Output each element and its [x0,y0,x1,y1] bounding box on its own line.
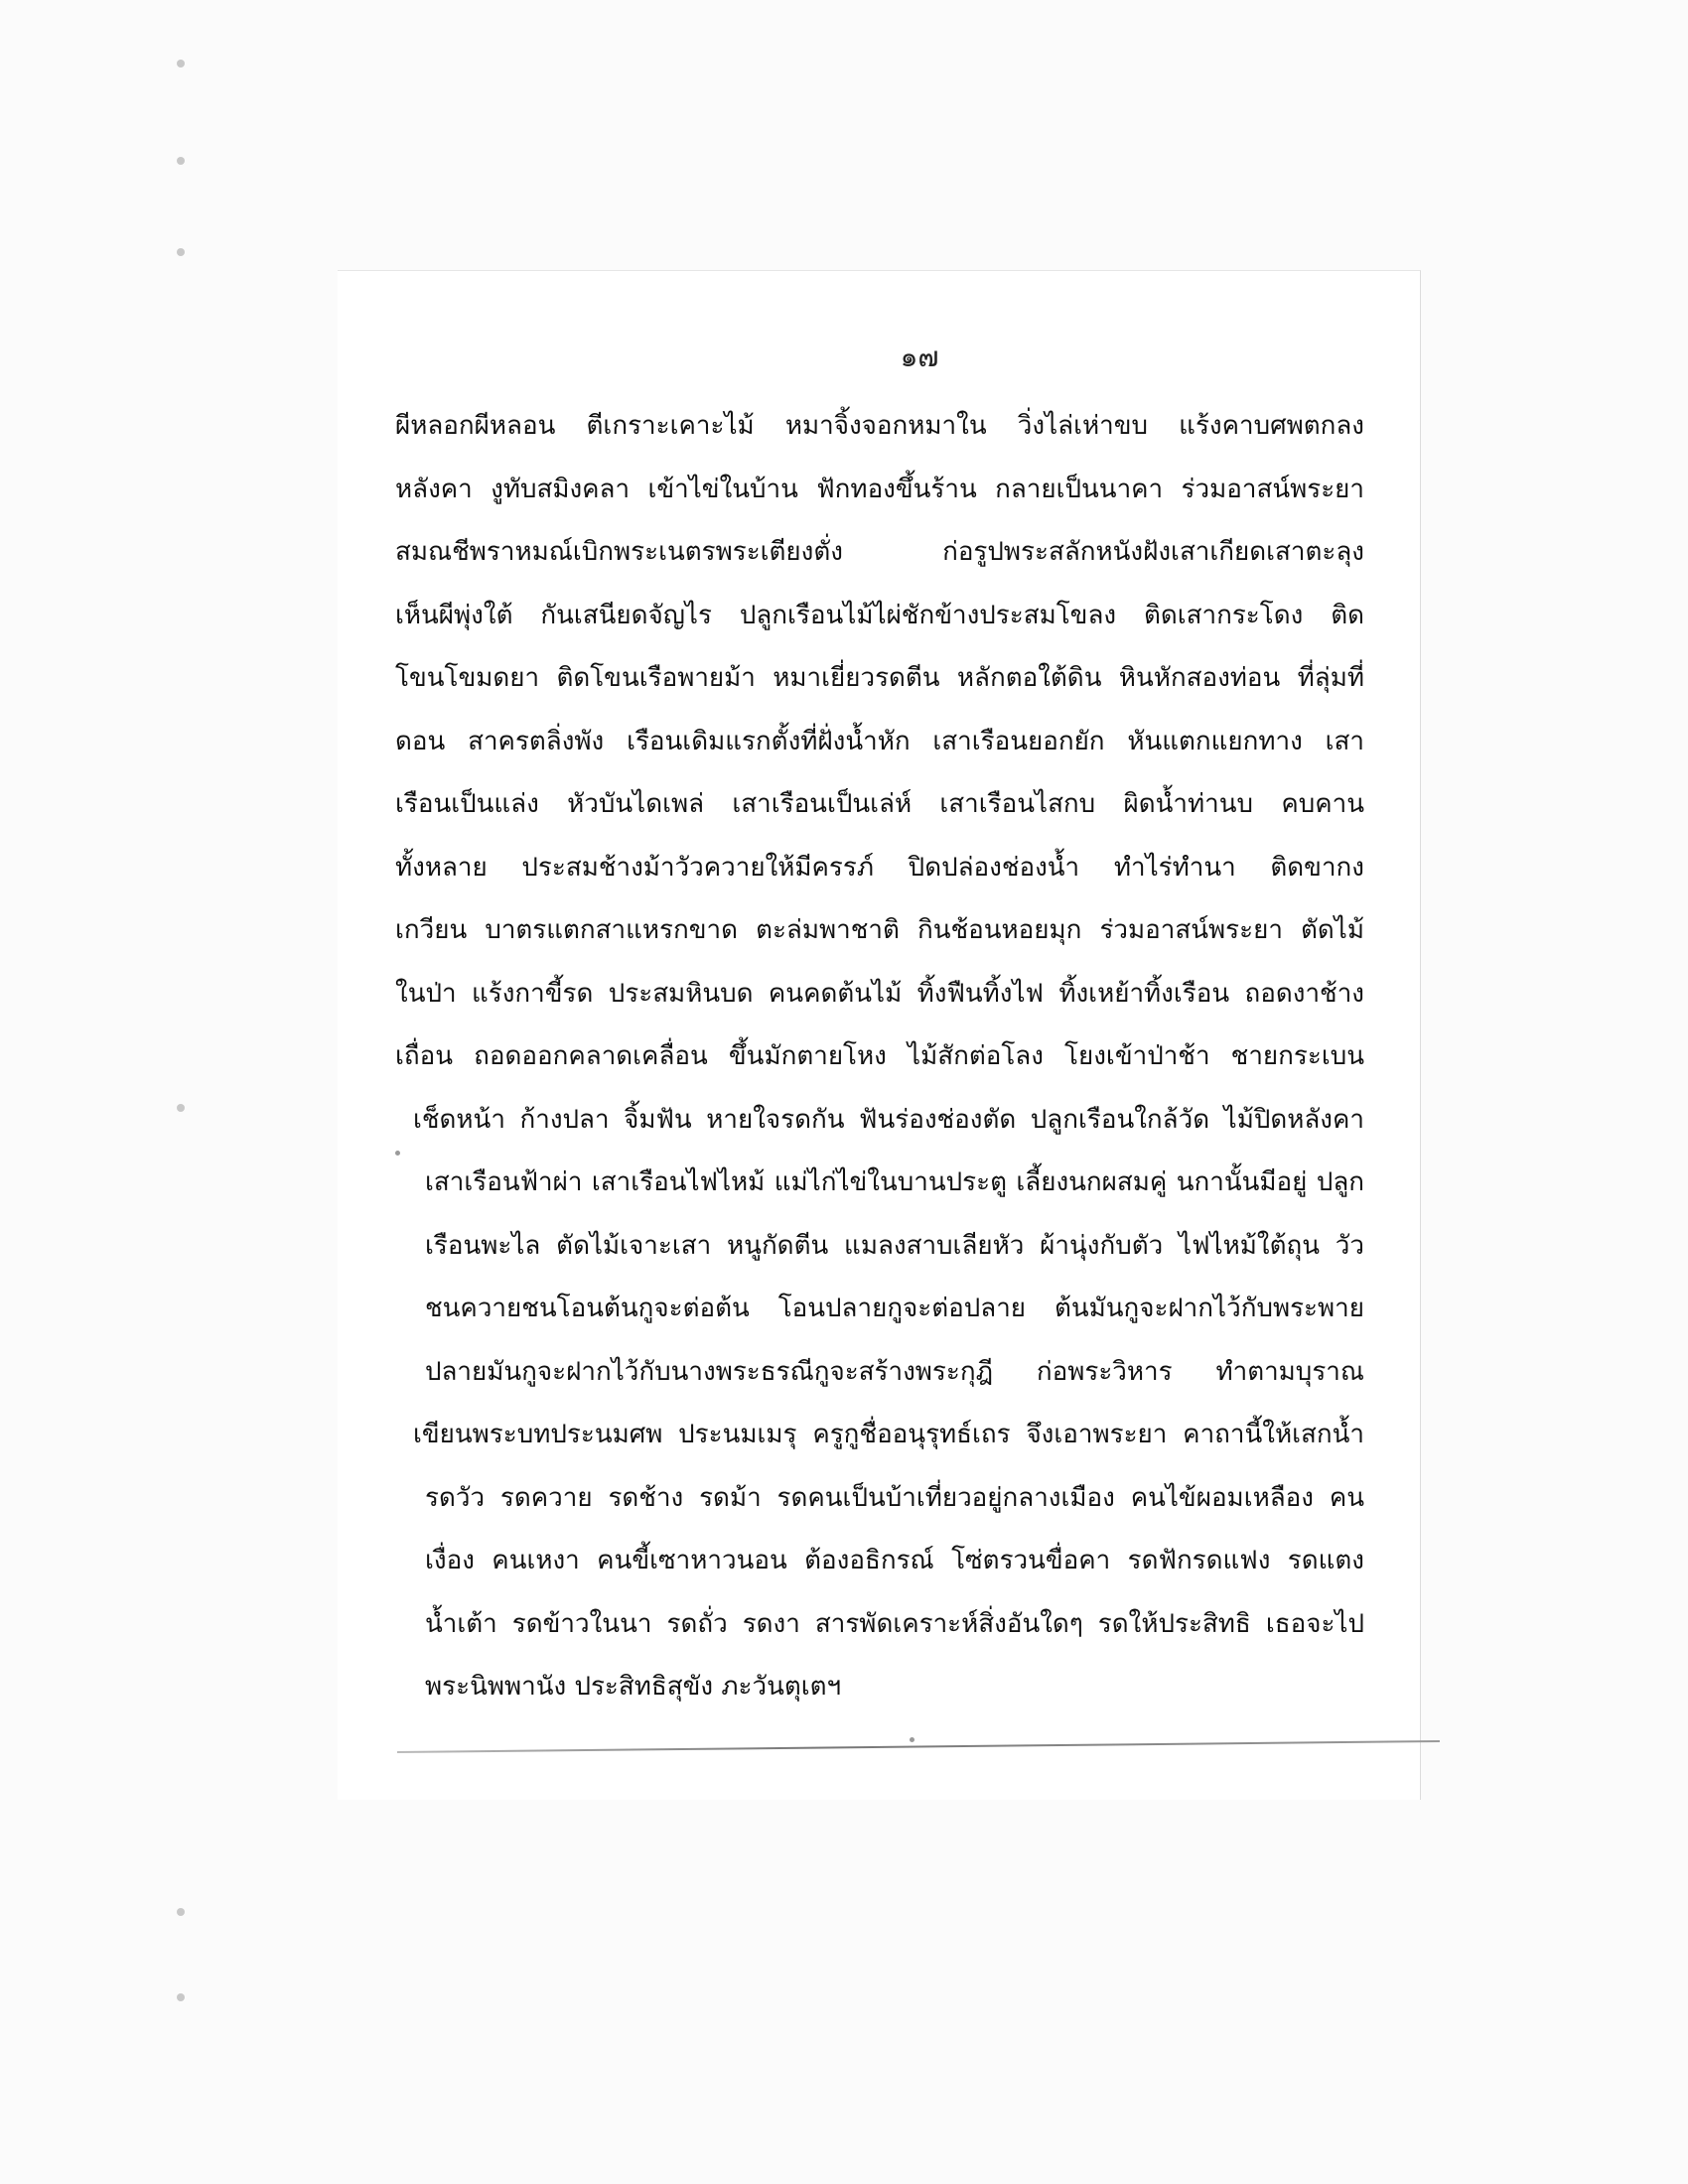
text-line: ในป่า แร้งกาขี้รด ประสมหินบด คนคดต้นไม้ ทิ้งฟืนทิ้งไฟ ทิ้งเหย้าทิ้งเรือน ถอดงาช้าง [395,978,1364,1009]
text-line: เงื่อง คนเหงา คนขี้เซาหาวนอน ต้องอธิกรณ์ โซ่ตรวนขื่อคา รดฟักรดแฟง รดแตง [425,1546,1364,1575]
scan-speck [177,157,185,165]
scan-speck [177,1104,185,1112]
text-line: ทั้งหลาย ประสมช้างม้าวัวควายให้มีครรภ์ ปิดปล่องช่องน้ำ ทำไร่ทำนา ติดขากง [395,852,1364,883]
text-line: เรือนพะไล ตัดไม้เจาะเสา หนูกัดตีน แมลงสาบเลียหัว ผ้านุ่งกับตัว ไฟไหม้ใต้ถุน วัว [425,1230,1364,1261]
text-line: พระนิพพานัง ประสิทธิสุขัง ภะวันตุเตฯ [425,1672,842,1702]
text-line: ชนควายชนโอนต้นกูจะต่อต้น โอนปลายกูจะต่อปลาย ต้นมันกูจะฝากไว้กับพระพาย [425,1294,1364,1323]
body-text [395,395,1364,1719]
page-number: ๑๗ [900,341,939,373]
scan-speck [177,1993,185,2001]
text-line: รดวัว รดควาย รดช้าง รดม้า รดคนเป็นบ้าเที่ยวอยู่กลางเมือง คนไข้ผอมเหลือง คน [425,1482,1364,1513]
text-line: เกวียน บาตรแตกสาแหรกขาด ตะล่มพาชาติ กินช้อนหอยมุก ร่วมอาสน์พระยา ตัดไม้ [395,915,1364,945]
margin-dot [910,1737,914,1742]
text-line: ปลายมันกูจะฝากไว้กับนางพระธรณีกูจะสร้างพระกุฎี ก่อพระวิหาร ทำตามบุราณ [425,1356,1364,1387]
text-line: สมณชีพราหมณ์เบิกพระเนตรพระเตียงตั่ง ก่อรูปพระสลักหนังฝังเสาเกียดเสาตะลุง [395,537,1364,567]
text-line: เสาเรือนฟ้าผ่า เสาเรือนไฟไหม้ แม่ไก่ไข่ในบานประตู เลี้ยงนกผสมคู่ นกานั้นมีอยู่ ปลูก [425,1167,1364,1197]
text-line: เห็นผีพุ่งใต้ กันเสนียดจัญไร ปลูกเรือนไม้ไผ่ชักข้างประสมโขลง ติดเสากระโดง ติด [395,600,1364,630]
text-line: เรือนเป็นแล่ง หัวบันไดเพล่ เสาเรือนเป็นเล่ห์ เสาเรือนไสกบ ผิดน้ำท่านบ คบคาน [395,789,1364,819]
text-line: โขนโขมดยา ติดโขนเรือพายม้า หมาเยี่ยวรดตีน หลักตอใต้ดิน หินหักสองท่อน ที่ลุ่มที่ [395,663,1364,693]
text-line: เช็ดหน้า ก้างปลา จิ้มฟัน หายใจรดกัน ฟันร่องช่องตัด ปลูกเรือนใกล้วัด ไม้ปิดหลังคา [413,1104,1364,1135]
text-line: เถื่อน ถอดออกคลาดเคลื่อน ขึ้นมักตายโหง ไม้สักต่อโลง โยงเข้าป่าช้า ชายกระเบน [395,1041,1364,1071]
text-line: ดอน สาครตลิ่งพัง เรือนเดิมแรกตั้งที่ฝั่งน้ำหัก เสาเรือนยอกยัก หันแตกแยกทาง เสา [395,726,1364,756]
scan-speck [177,60,185,68]
text-line: เขียนพระบทประนมศพ ประนมเมรุ ครูกูชื่ออนุรุทธ์เถร จึงเอาพระยา คาถานี้ให้เสกน้ำ [413,1420,1364,1449]
text-line: หลังคา งูทับสมิงคลา เข้าไข่ในบ้าน ฟักทองขึ้นร้าน กลายเป็นนาคา ร่วมอาสน์พระยา [395,474,1364,504]
text-line: น้ำเต้า รดข้าวในนา รดถั่ว รดงา สารพัดเคราะห์สิ่งอันใดๆ รดให้ประสิทธิ เธอจะไป [425,1608,1364,1639]
margin-dot [395,1151,400,1156]
scan-speck [177,1908,185,1916]
scan-speck [177,248,185,256]
text-line: ผีหลอกผีหลอน ตีเกราะเคาะไม้ หมาจิ้งจอกหมาใน วิ่งไล่เห่าขบ แร้งคาบศพตกลง [395,411,1364,441]
